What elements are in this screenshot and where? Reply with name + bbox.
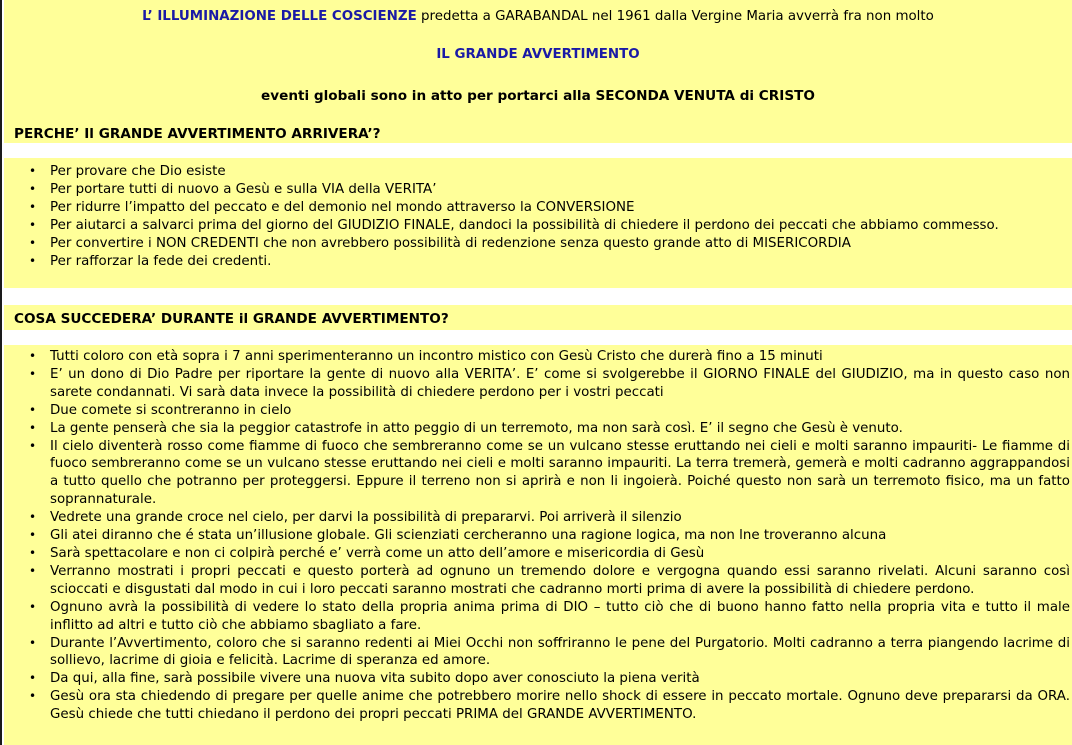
section-1-list-band — [4, 158, 1072, 288]
title-band — [4, 0, 1072, 117]
list-item: • Vedrete una grande croce nel cielo, per darvi la possibilità di prepararvi. Poi arriverà il silenzio — [4, 509, 1072, 527]
list-item: • Per aiutarci a salvarci prima del giorno del GIUDIZIO FINALE, dandoci la possibilità di chiedere il perdono dei peccati che abbiamo commesso. — [4, 217, 1072, 235]
title-rest: predetta a GARABANDAL nel 1961 dalla Vergine Maria avverrà fra non molto — [416, 9, 934, 24]
list-item: • Ognuno avrà la possibilità di vedere lo stato della propria anima prima di DIO – tutto ciò che di buono hanno fatto nella propria vita e tutto il male inflitto ad altri e tutto ciò che abbiamo sbagliato a fare. — [4, 599, 1072, 635]
list-item: • Due comete si scontreranno in cielo — [4, 402, 1072, 420]
list-item: • Per rafforzar la fede dei credenti. — [4, 253, 1072, 271]
list-item: • Durante l’Avvertimento, coloro che si saranno redenti ai Miei Occhi non soffriranno le pene del Purgatorio. Molti cadranno a terra piangendo lacrime di sollievo, lacrime di gioia e felicità. Lacrime di speranza ed amore. — [4, 635, 1072, 671]
list-item: • E’ un dono di Dio Padre per riportare la gente di nuovo alla VERITA’. E’ come si svolgerebbe il GIORNO FINALE del GIUDIZIO, ma in questo caso non sarete condannati. Vi sarà data invece la possibilità di chiedere perdono per i vostri peccati — [4, 366, 1072, 402]
list-item: • Verranno mostrati i propri peccati e questo porterà ad ognuno un tremendo dolore e vergogna quando essi saranno rivelati. Alcuni saranno così scioccati e disgustati dal modo in cui i loro peccati saranno mostrati che cadranno morti prima di avere la possibilità di chiedere perdono. — [4, 563, 1072, 599]
list-item: • Per convertire i NON CREDENTI che non avrebbero possibilità di redenzione senza questo grande atto di MISERICORDIA — [4, 235, 1072, 253]
list-item: • Gli atei diranno che é stata un’illusione globale. Gli scienziati cercheranno una ragione logica, ma non lne troveranno alcuna — [4, 527, 1072, 545]
list-item: • La gente penserà che sia la peggior catastrofe in atto peggio di un terremoto, ma non sarà così. E’ il segno che Gesù è venuto. — [4, 420, 1072, 438]
section-2-heading: COSA SUCCEDERA’ DURANTE il GRANDE AVVERTIMENTO? — [14, 311, 449, 327]
title-line-1 — [4, 9, 1072, 24]
title-line-3: eventi globali sono in atto per portarci alla SECONDA VENUTA di CRISTO — [261, 88, 815, 104]
section-1-heading: PERCHE’ Il GRANDE AVVERTIMENTO ARRIVERA’? — [14, 126, 381, 142]
list-item: • Per ridurre l’impatto del peccato e del demonio nel mondo attraverso la CONVERSIONE — [4, 199, 1072, 217]
list-item: • Sarà spettacolare e non ci colpirà perché e’ verrà come un atto dell’amore e misericordia di Gesù — [4, 545, 1072, 563]
section-2-list-band — [4, 345, 1072, 745]
list-item: • Tutti coloro con età sopra i 7 anni sperimenteranno un incontro mistico con Gesù Cristo che durerà fino a 15 minuti — [4, 348, 1072, 366]
section-2-list — [4, 348, 1072, 724]
title-strong: L’ ILLUMINAZIONE DELLE COSCIENZE — [142, 9, 417, 24]
title-line-2: IL GRANDE AVVERTIMENTO — [436, 47, 640, 62]
section-2-heading-band — [4, 305, 1072, 330]
list-item: • Gesù ora sta chiedendo di pregare per quelle anime che potrebbero morire nello shock di essere in peccato mortale. Ognuno deve prepararsi da ORA. Gesù chiede che tutti chiedano il perdono dei propri peccati PRIMA del GRANDE AVVERTIMENTO. — [4, 688, 1072, 724]
section-1-heading-band — [4, 117, 1072, 143]
list-item: • Per portare tutti di nuovo a Gesù e sulla VIA della VERITA’ — [4, 181, 1072, 199]
list-item: • Il cielo diventerà rosso come fiamme di fuoco che sembreranno come se un vulcano stesse eruttando nei cieli e molti saranno impauriti- Le fiamme di fuoco sembreranno come se un vulcano stesse eruttando nei cieli e molti saranno impauriti. La terra tremerà, gemerà e molti cadranno aggrappandosi a tutto quello che potranno per proteggersi. Eppure il terreno non si aprirà e non li ingoierà. Poiché questo non sarà un terremoto fisico, ma un fatto soprannaturale. — [4, 438, 1072, 510]
list-item: • Da qui, alla fine, sarà possibile vivere una nuova vita subito dopo aver conosciuto la piena verità — [4, 670, 1072, 688]
list-item: • Per provare che Dio esiste — [4, 163, 1072, 181]
section-1-list — [4, 163, 1072, 270]
